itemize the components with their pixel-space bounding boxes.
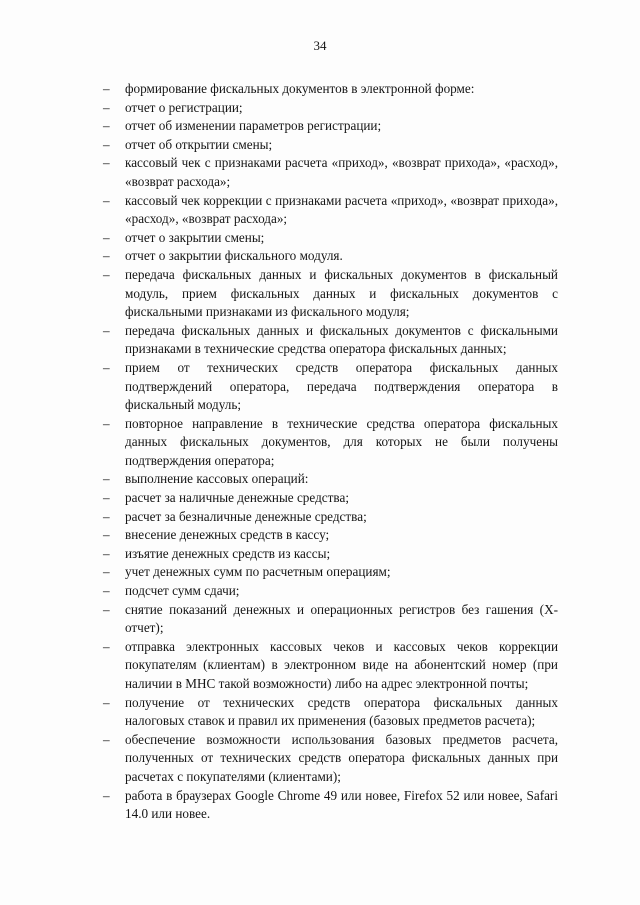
bullet-dash: –: [103, 601, 110, 617]
list-item: [103, 80, 558, 99]
list-item: [103, 582, 558, 601]
list-item: [103, 638, 558, 694]
list-item: [103, 694, 558, 731]
list-item: [103, 526, 558, 545]
list-item-text: расчет за наличные денежные средства;: [125, 490, 349, 506]
list-item: [103, 731, 558, 787]
list-item-text: прием от технических средств оператора фискальных данных подтверждений оператора, передача подтверждения оператора в фискальный модуль;: [125, 359, 558, 413]
list-item-text: учет денежных сумм по расчетным операциям;: [125, 564, 391, 580]
list-item: [103, 489, 558, 508]
list-item: [103, 415, 558, 471]
list-item-text: передача фискальных данных и фискальных документов с фискальными признаками в технические средства оператора фискальных данных;: [125, 322, 558, 357]
bullet-dash: –: [103, 583, 110, 599]
list-item: [103, 508, 558, 527]
list-item: [103, 266, 558, 322]
list-item: [103, 247, 558, 266]
list-item: [103, 192, 558, 229]
list-item: [103, 787, 558, 824]
bullet-dash: –: [103, 192, 110, 208]
list-item-text: выполнение кассовых операций:: [125, 471, 309, 487]
bullet-dash: –: [103, 136, 110, 152]
bullet-dash: –: [103, 155, 110, 171]
bullet-dash: –: [103, 81, 110, 96]
bullet-dash: –: [103, 322, 110, 338]
bullet-dash: –: [103, 508, 110, 524]
list-item: [103, 545, 558, 564]
bullet-dash: –: [103, 266, 110, 282]
list-item-text: снятие показаний денежных и операционных регистров без гашения (X-отчет);: [125, 601, 558, 636]
list-item-text: отчет о регистрации;: [125, 99, 243, 115]
list-item: [103, 117, 558, 136]
list-item: [103, 601, 558, 638]
list-item-text: обеспечение возможности использования базовых предметов расчета, полученных от технических средств оператора фискальных данных при расчетах с покупателями (клиентами);: [125, 731, 558, 784]
list-item-text: изъятие денежных средств из кассы;: [125, 545, 331, 561]
bullet-dash: –: [103, 248, 110, 264]
page-number: 34: [313, 38, 327, 53]
list-item: [103, 154, 558, 191]
list-item: [103, 359, 558, 415]
bullet-dash: –: [103, 471, 110, 487]
bullet-dash: –: [103, 527, 110, 543]
requirements-list: [103, 80, 558, 824]
bullet-dash: –: [103, 731, 110, 747]
list-item: [103, 322, 558, 359]
bullet-dash: –: [103, 638, 110, 654]
list-item: [103, 136, 558, 155]
list-item-text: передача фискальных данных и фискальных документов в фискальный модуль, прием фискальных данных и фискальных документов с фискальными признаками из фискального модуля;: [125, 266, 558, 320]
list-item-text: получение от технических средств оператора фискальных данных налоговых ставок и правил их применения (базовых предметов расчета);: [125, 694, 558, 729]
bullet-dash: –: [103, 118, 110, 134]
list-item-text: работа в браузерах Google Chrome 49 или новее, Firefox 52 или новее, Safari 14.0 или новее.: [125, 787, 558, 822]
list-item-text: внесение денежных средств в кассу;: [125, 527, 330, 543]
list-item-text: отчет об изменении параметров регистрации;: [125, 118, 382, 134]
list-item-text: отчет об открытии смены;: [125, 136, 273, 152]
bullet-dash: –: [103, 564, 110, 580]
bullet-dash: –: [103, 415, 110, 431]
list-item-text: кассовый чек коррекции с признаками расчета «приход», «возврат прихода», «расход», «возврат расхода»;: [125, 192, 558, 227]
list-item: [103, 470, 558, 489]
list-item-text: повторное направление в технические средства оператора фискальных данных фискальных документов, для которых не были получены подтверждения оператора;: [125, 415, 558, 468]
list-item: [103, 229, 558, 248]
list-item-text: подсчет сумм сдачи;: [125, 583, 240, 599]
list-item-text: расчет за безналичные денежные средства;: [125, 508, 367, 524]
bullet-dash: –: [103, 787, 110, 803]
bullet-dash: –: [103, 490, 110, 506]
list-item: [103, 99, 558, 118]
bullet-dash: –: [103, 359, 110, 375]
list-item-text: формирование фискальных документов в электронной форме:: [125, 81, 475, 96]
bullet-dash: –: [103, 694, 110, 710]
bullet-dash: –: [103, 545, 110, 561]
list-item-text: отчет о закрытии фискального модуля.: [125, 248, 343, 264]
list-item-text: отправка электронных кассовых чеков и кассовых чеков коррекции покупателям (клиентам) в электронном виде на абонентский номер (при наличии в МНС такой возможности) либо на адрес электронной почты;: [125, 638, 558, 691]
bullet-dash: –: [103, 229, 110, 245]
bullet-dash: –: [103, 99, 110, 115]
list-item-text: кассовый чек с признаками расчета «приход», «возврат прихода», «расход», «возврат расхода»;: [125, 155, 558, 189]
list-item-text: отчет о закрытии смены;: [125, 229, 265, 245]
list-item: [103, 563, 558, 582]
